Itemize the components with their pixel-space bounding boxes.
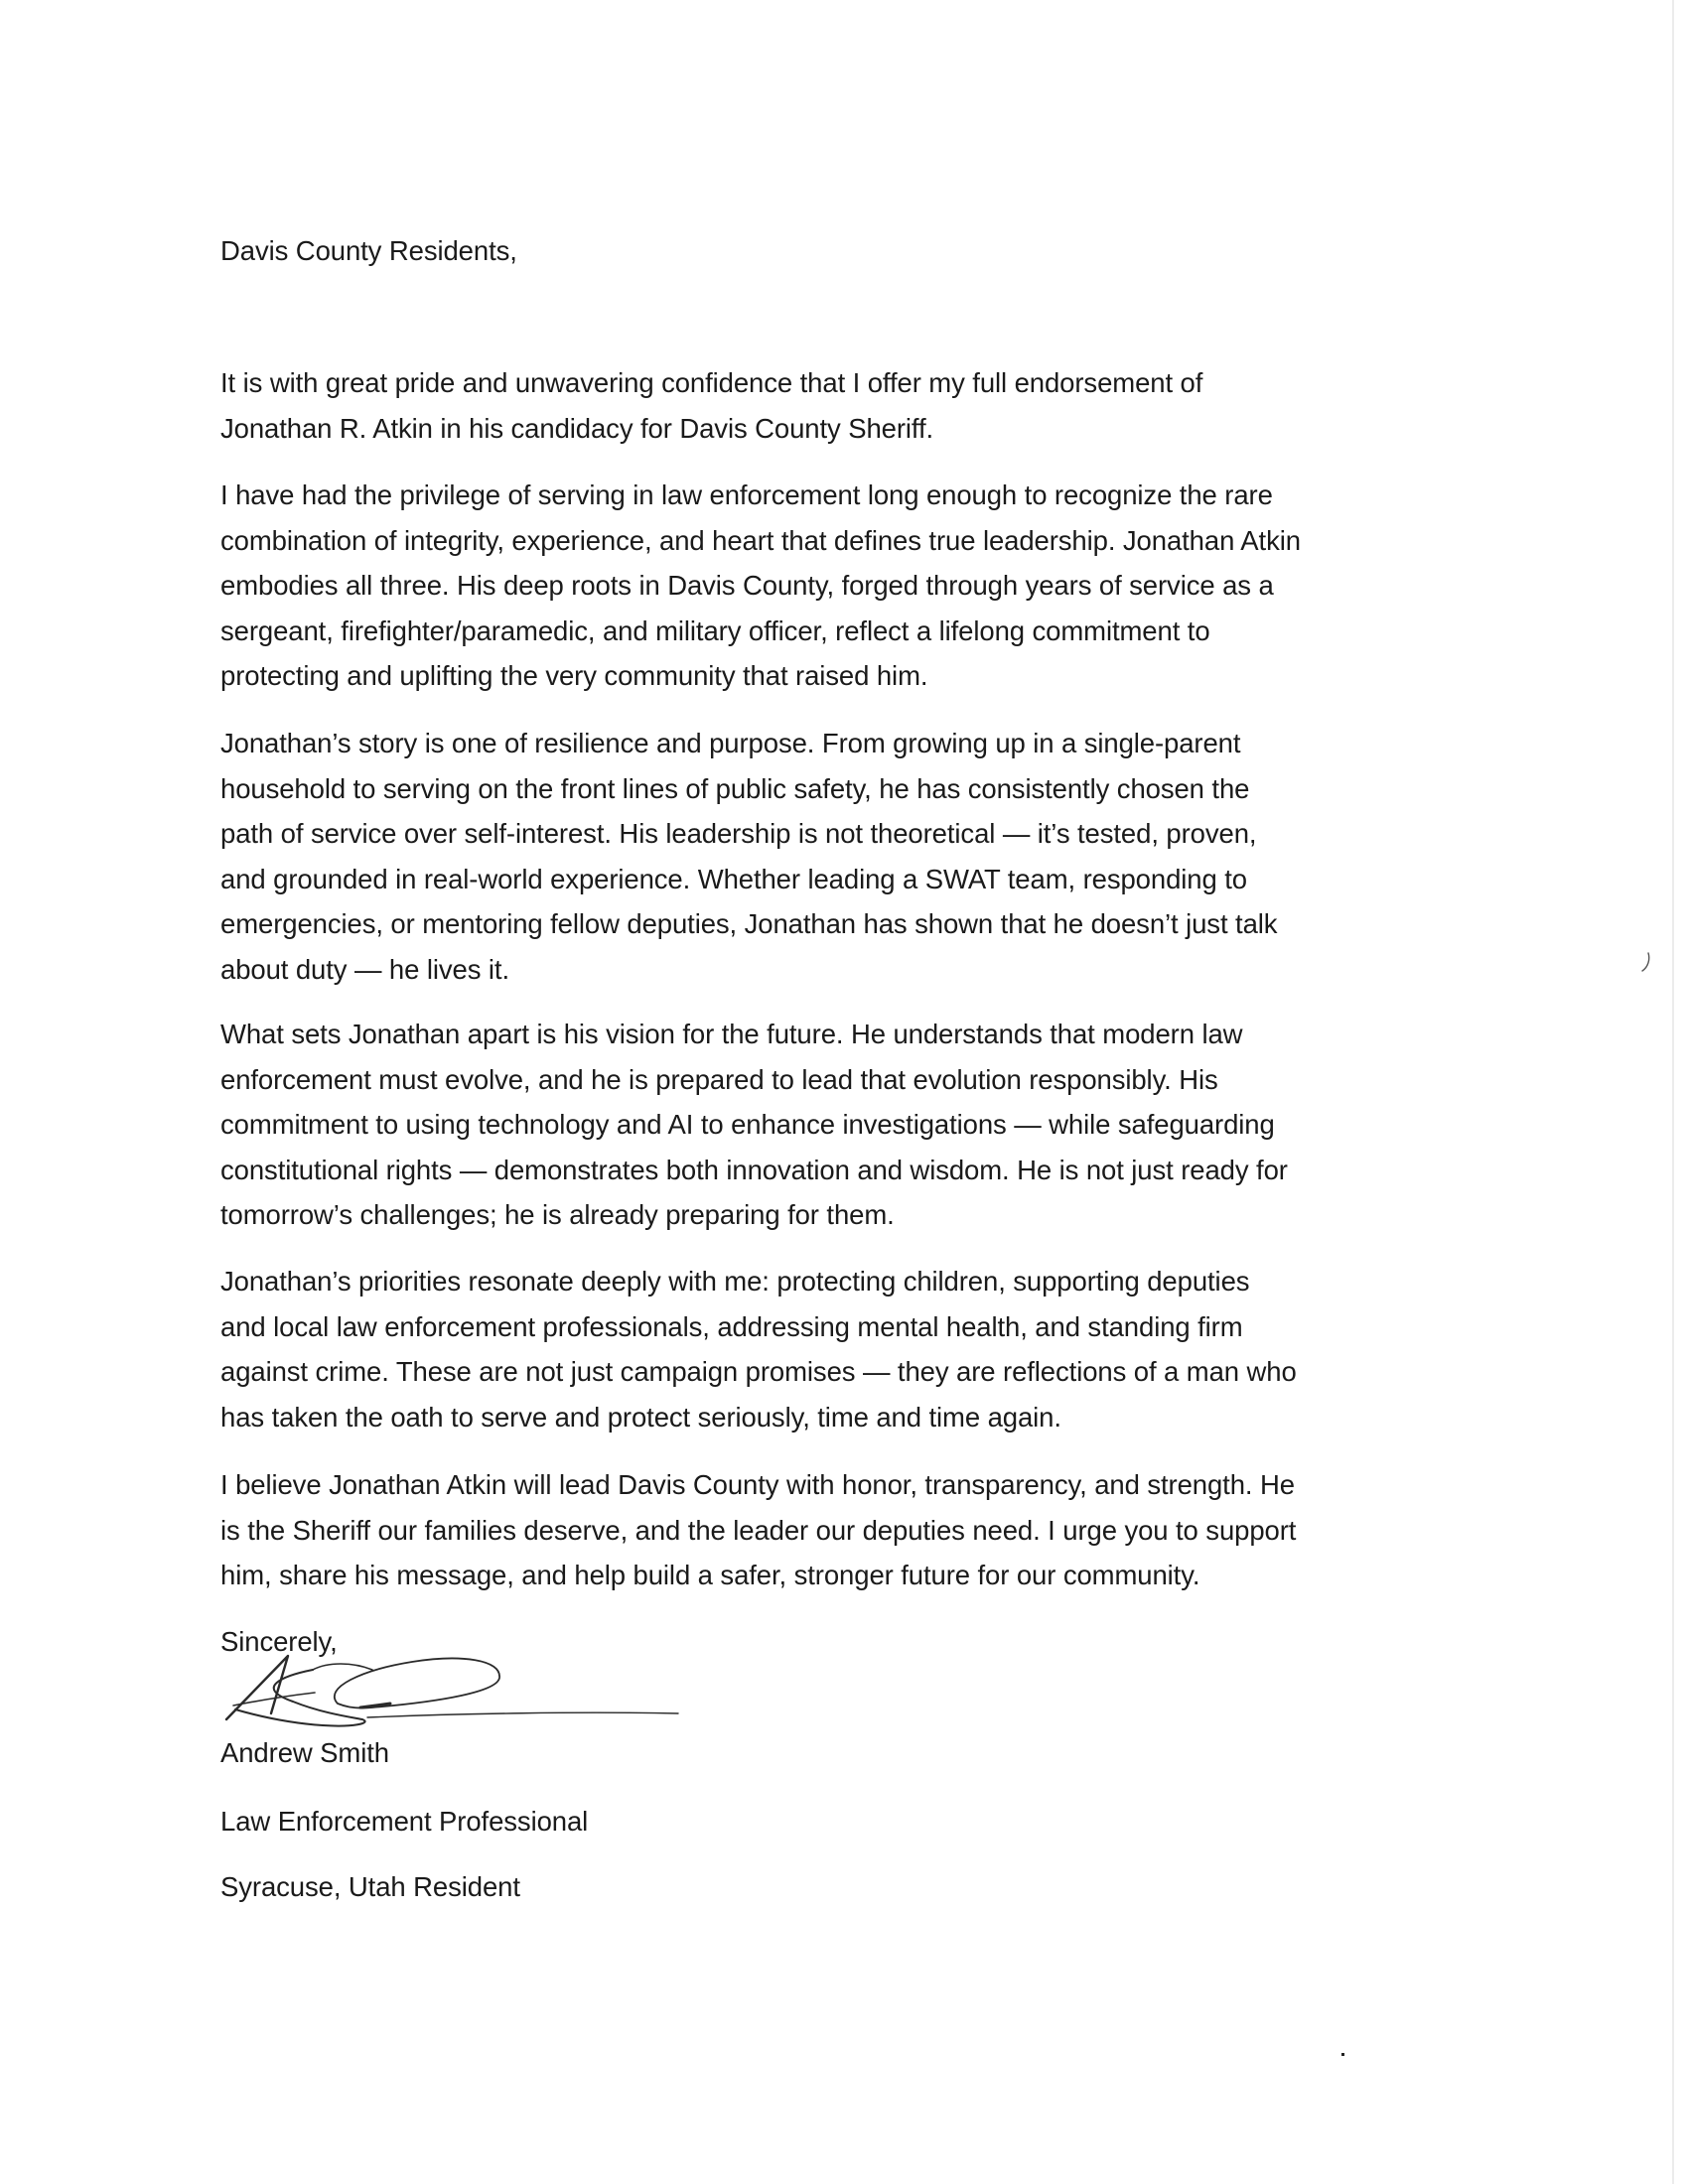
paragraph-line: protecting and uplifting the very community that raised him. (220, 660, 928, 691)
paragraph-line: commitment to using technology and AI to enhance investigations — while safeguarding (220, 1109, 1275, 1140)
paragraph-line: combination of integrity, experience, and heart that defines true leadership. Jonathan Atkin (220, 524, 1301, 556)
paragraph-line: against crime. These are not just campaign promises — they are reflections of a man who (220, 1356, 1297, 1387)
paragraph-line: and grounded in real-world experience. Whether leading a SWAT team, responding to (220, 863, 1247, 894)
paragraph-line: I have had the privilege of serving in law enforcement long enough to recognize the rare (220, 479, 1273, 510)
salutation (220, 228, 517, 274)
paragraph-line: him, share his message, and help build a safer, stronger future for our community. (220, 1560, 1200, 1590)
signer-name-text: Andrew Smith (220, 1737, 389, 1768)
paragraph-story (220, 721, 1277, 992)
paragraph-line: Jonathan’s story is one of resilience and purpose. From growing up in a single-parent (220, 728, 1241, 758)
signer-title (220, 1799, 588, 1844)
paragraph-line: enforcement must evolve, and he is prepared to lead that evolution responsibly. His (220, 1063, 1218, 1095)
paragraph-line: household to serving on the front lines of public safety, he has consistently chosen the (220, 772, 1250, 804)
signature-icon (213, 1648, 690, 1737)
paragraph-conclusion (220, 1462, 1296, 1598)
signature-stroke-loop (235, 1670, 365, 1726)
paragraph-line: has taken the oath to serve and protect seriously, time and time again. (220, 1401, 1061, 1433)
paragraph-line: emergencies, or mentoring fellow deputies, Jonathan has shown that he doesn’t just talk (220, 908, 1278, 939)
paragraph-priorities (220, 1259, 1297, 1439)
paragraph-line: Jonathan’s priorities resonate deeply with me: protecting children, supporting deputies (220, 1266, 1250, 1297)
scan-edge-line (1672, 0, 1674, 2184)
signer-location-text: Syracuse, Utah Resident (220, 1871, 520, 1902)
paragraph-line: What sets Jonathan apart is his vision for the future. He understands that modern law (220, 1019, 1243, 1049)
paragraph-experience (220, 473, 1301, 699)
stray-pen-mark-icon (1636, 951, 1656, 975)
paragraph-line: tomorrow’s challenges; he is already preparing for them. (220, 1199, 895, 1230)
paragraph-vision (220, 1012, 1288, 1238)
signer-title-text: Law Enforcement Professional (220, 1806, 589, 1837)
paragraph-line: I believe Jonathan Atkin will lead Davis County with honor, transparency, and strength. He (220, 1469, 1295, 1500)
salutation-text: Davis County Residents, (220, 235, 517, 266)
signer-name (220, 1730, 389, 1776)
closing-text: Sincerely, (220, 1626, 338, 1657)
signer-location (220, 1864, 520, 1910)
paragraph-line: path of service over self-interest. His leadership is not theoretical — it’s tested, proven, (220, 818, 1257, 849)
paragraph-line: constitutional rights — demonstrates both innovation and wisdom. He is not just ready for (220, 1154, 1288, 1185)
paragraph-line: is the Sheriff our families deserve, and the leader our deputies need. I urge you to support (220, 1514, 1297, 1546)
paragraph-line: It is with great pride and unwavering confidence that I offer my full endorsement of (220, 367, 1203, 398)
signature-stroke-tail (367, 1712, 678, 1717)
paragraph-line: Jonathan R. Atkin in his candidacy for Davis County Sheriff. (220, 412, 934, 444)
scan-speck (1341, 2053, 1344, 2056)
signature-stroke-flourish (313, 1664, 372, 1670)
paragraph-line: and local law enforcement professionals, addressing mental health, and standing firm (220, 1310, 1243, 1342)
paragraph-line: sergeant, firefighter/paramedic, and military officer, reflect a lifelong commitment to (220, 614, 1210, 646)
paragraph-line: about duty — he lives it. (220, 953, 509, 985)
paragraph-endorsement (220, 360, 1202, 451)
paragraph-line: embodies all three. His deep roots in Davis County, forged through years of service as a (220, 570, 1274, 601)
